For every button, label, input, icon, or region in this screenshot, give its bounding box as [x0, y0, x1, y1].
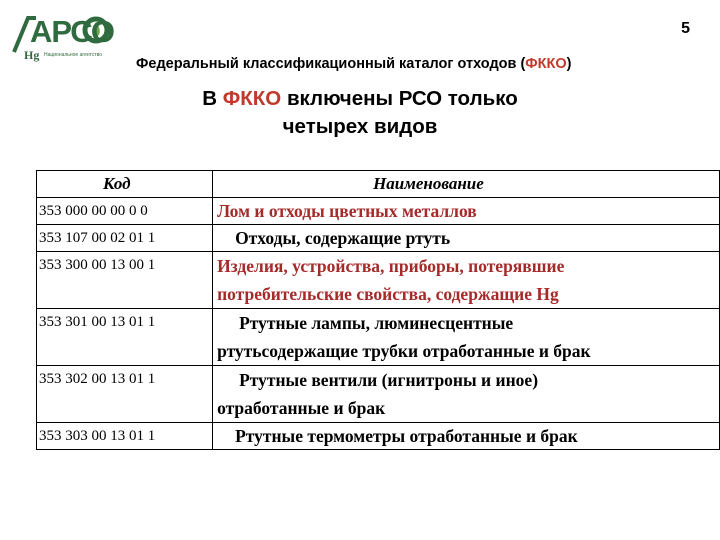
header-code: Код	[37, 171, 213, 198]
title-rest: включены РСО только	[281, 87, 518, 110]
title-prefix: В	[202, 87, 223, 110]
table-row	[37, 198, 720, 225]
row-name-line: Изделия, устройства, приборы, потерявшие	[217, 256, 565, 276]
row-code: 353 302 00 13 01 1	[37, 366, 213, 423]
subtitle-accent: ФККО	[525, 56, 567, 72]
row-name: Ртутные термометры отработанные и брак	[213, 423, 720, 450]
subtitle-text: Федеральный классификационный каталог отходов (	[136, 56, 526, 72]
table-row	[37, 366, 720, 423]
table-header-row	[37, 171, 720, 198]
logo-hg: Hg	[24, 48, 40, 62]
row-name-line: отработанные и брак	[217, 398, 386, 418]
row-name-line: ртутьсодержащие трубки отработанные и брак	[217, 341, 591, 361]
page-number: 5	[681, 20, 690, 37]
row-code: 353 000 00 00 0 0	[37, 198, 213, 225]
logo-text: АРСО	[30, 14, 115, 49]
row-name-line: Ртутные вентили (игнитроны и иное)	[239, 370, 539, 390]
title-line-2: четырех видов	[282, 115, 438, 138]
row-name: Лом и отходы цветных металлов	[213, 198, 720, 225]
row-code: 353 300 00 13 00 1	[37, 252, 213, 309]
arso-logo	[10, 12, 115, 70]
row-name-line: потребительские свойства, содержащие Hg	[217, 284, 559, 304]
row-name	[213, 252, 720, 309]
table-row	[37, 309, 720, 366]
row-code: 353 301 00 13 01 1	[37, 309, 213, 366]
row-name	[213, 309, 720, 366]
table-row	[37, 225, 720, 252]
logo-subtext: Национальное агентство	[44, 52, 103, 58]
row-code: 353 303 00 13 01 1	[37, 423, 213, 450]
title-line-1	[0, 85, 720, 113]
row-name: Отходы, содержащие ртуть	[213, 225, 720, 252]
table-row	[37, 252, 720, 309]
waste-code-table	[36, 170, 720, 450]
subtitle-end: )	[566, 56, 572, 72]
table-row	[37, 423, 720, 450]
header-name: Наименование	[213, 171, 720, 198]
title-accent: ФККО	[222, 87, 282, 110]
row-code: 353 107 00 02 01 1	[37, 225, 213, 252]
row-name-line: Ртутные лампы, люминесцентные	[239, 313, 514, 333]
slide-title	[0, 85, 720, 141]
row-name	[213, 366, 720, 423]
slide-subtitle	[136, 56, 571, 72]
